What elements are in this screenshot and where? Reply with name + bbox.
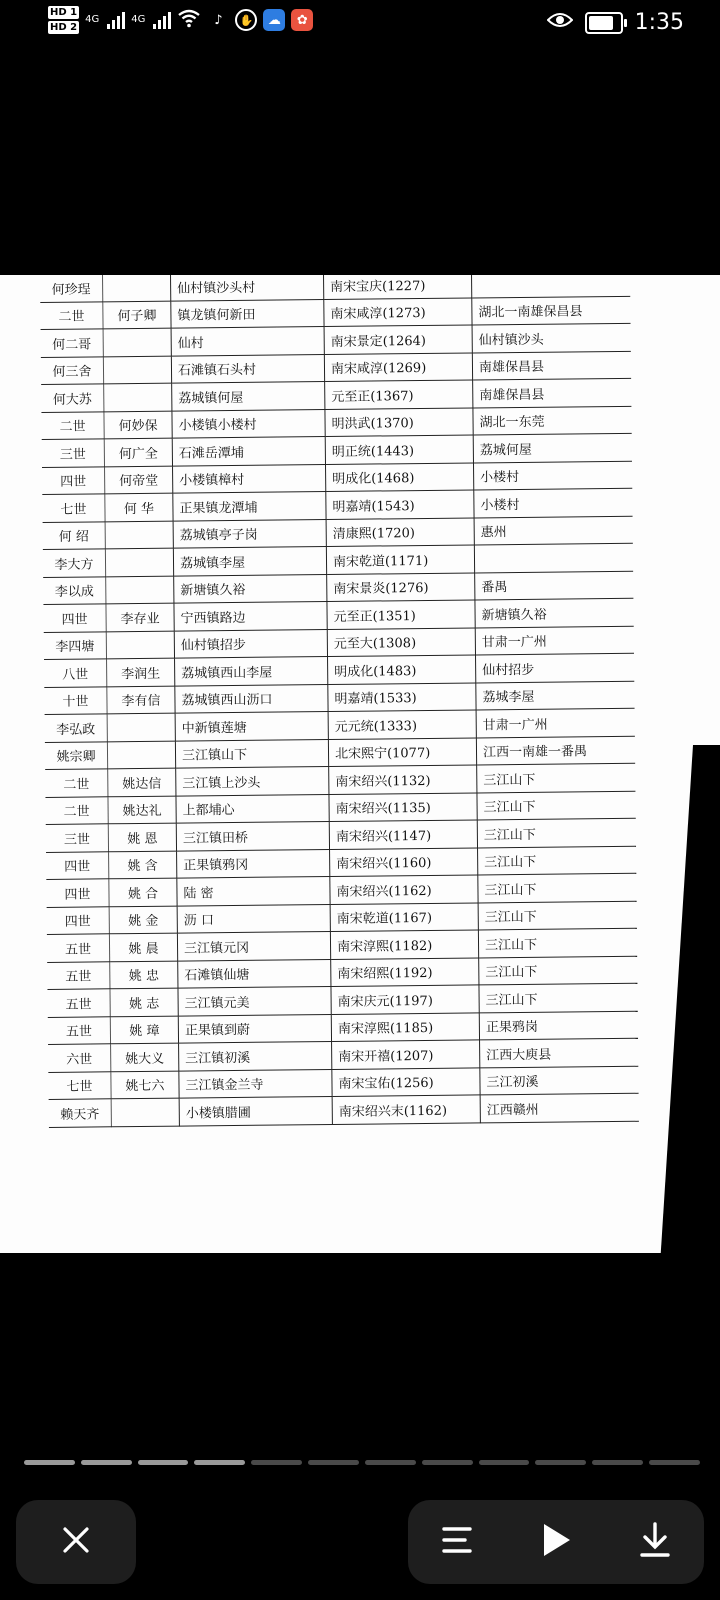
page-dot bbox=[365, 1460, 416, 1465]
status-left bbox=[48, 6, 313, 34]
page-dot bbox=[81, 1460, 132, 1465]
place-cell: 新塘镇久裕 bbox=[174, 574, 327, 603]
name-cell bbox=[104, 383, 172, 411]
name-cell: 李存业 bbox=[106, 603, 174, 631]
generation-cell: 四世 bbox=[46, 851, 109, 879]
name-cell: 李有信 bbox=[107, 686, 175, 714]
generation-cell: 十世 bbox=[44, 686, 107, 714]
place-cell: 小楼镇腊圃 bbox=[179, 1096, 332, 1125]
origin-cell: 小楼村 bbox=[473, 461, 632, 490]
origin-cell: 荔城何屋 bbox=[473, 433, 632, 462]
place-cell: 三江镇元美 bbox=[178, 986, 331, 1015]
generation-cell: 李以成 bbox=[43, 576, 106, 604]
signal-2-icon bbox=[153, 11, 171, 29]
place-cell: 沥 口 bbox=[177, 904, 330, 933]
origin-cell: 三江初溪 bbox=[480, 1066, 639, 1095]
origin-cell: 湖北一南雄保昌县 bbox=[472, 296, 631, 325]
generation-cell: 五世 bbox=[47, 989, 110, 1017]
generation-cell: 何 绍 bbox=[43, 521, 106, 549]
page-dot bbox=[251, 1460, 302, 1465]
place-cell: 正果镇鸦冈 bbox=[177, 849, 330, 878]
origin-cell: 仙村镇沙头 bbox=[472, 323, 631, 352]
generation-cell: 四世 bbox=[42, 466, 105, 494]
eye-icon bbox=[547, 10, 573, 35]
origin-cell: 南雄保昌县 bbox=[473, 378, 632, 407]
genealogy-table-wrap bbox=[40, 275, 639, 1127]
place-cell: 石滩镇仙塘 bbox=[178, 959, 331, 988]
name-cell: 姚 忠 bbox=[110, 961, 178, 989]
origin-cell: 三江山下 bbox=[478, 846, 637, 875]
name-cell bbox=[103, 356, 171, 384]
generation-cell: 二世 bbox=[41, 411, 104, 439]
status-bar bbox=[0, 0, 720, 50]
menu-button[interactable] bbox=[427, 1512, 487, 1572]
generation-cell: 八世 bbox=[44, 659, 107, 687]
signal-1-icon bbox=[107, 11, 125, 29]
name-cell: 何帝堂 bbox=[105, 466, 173, 494]
era-cell: 清康熙(1720) bbox=[326, 517, 474, 546]
origin-cell: 三江山下 bbox=[478, 928, 637, 957]
place-cell: 中新镇莲塘 bbox=[175, 712, 328, 741]
era-cell: 北宋熙宁(1077) bbox=[328, 737, 476, 766]
hand-icon: ✋ bbox=[235, 9, 257, 31]
era-cell: 明成化(1483) bbox=[328, 655, 476, 684]
generation-cell: 四世 bbox=[47, 906, 110, 934]
era-cell: 南宋庆元(1197) bbox=[331, 985, 479, 1014]
name-cell: 姚 璋 bbox=[110, 1016, 178, 1044]
generation-cell: 李大方 bbox=[43, 549, 106, 577]
era-cell: 南宋景定(1264) bbox=[324, 325, 472, 354]
name-cell: 姚大义 bbox=[111, 1043, 179, 1071]
page-indicator bbox=[24, 1460, 700, 1465]
name-cell: 何 华 bbox=[105, 493, 173, 521]
name-cell bbox=[105, 548, 173, 576]
download-icon bbox=[639, 1522, 671, 1562]
origin-cell: 小楼村 bbox=[474, 488, 633, 517]
place-cell: 仙村镇沙头村 bbox=[170, 275, 323, 301]
generation-cell: 何二哥 bbox=[41, 329, 104, 357]
place-cell: 宁西镇路边 bbox=[174, 602, 327, 631]
era-cell: 南宋绍兴(1147) bbox=[329, 820, 477, 849]
origin-cell bbox=[471, 275, 630, 297]
name-cell bbox=[102, 275, 170, 301]
name-cell: 姚 恩 bbox=[108, 823, 176, 851]
origin-cell bbox=[474, 543, 633, 572]
name-cell: 姚 志 bbox=[110, 988, 178, 1016]
origin-cell: 三江山下 bbox=[479, 956, 638, 985]
generation-cell: 三世 bbox=[42, 439, 105, 467]
origin-cell: 三江山下 bbox=[477, 791, 636, 820]
generation-cell: 李四塘 bbox=[44, 631, 107, 659]
place-cell: 荔城镇何屋 bbox=[172, 382, 325, 411]
era-cell: 南宋乾道(1167) bbox=[330, 902, 478, 931]
hd1-indicator: HD 1 bbox=[50, 7, 78, 18]
generation-cell: 何珍珵 bbox=[40, 275, 103, 302]
era-cell: 南宋绍熙(1192) bbox=[331, 957, 479, 986]
generation-cell: 何三舍 bbox=[41, 356, 104, 384]
era-cell: 南宋淳熙(1182) bbox=[330, 930, 478, 959]
page-dot bbox=[535, 1460, 586, 1465]
status-right bbox=[547, 10, 684, 35]
page-dot bbox=[649, 1460, 700, 1465]
name-cell bbox=[103, 328, 171, 356]
generation-cell: 二世 bbox=[40, 301, 103, 329]
wifi-icon bbox=[177, 8, 201, 32]
place-cell: 三江镇上沙头 bbox=[176, 767, 329, 796]
origin-cell: 甘肃一广州 bbox=[476, 708, 635, 737]
era-cell: 元至大(1308) bbox=[327, 627, 475, 656]
era-cell: 南宋绍兴(1160) bbox=[330, 847, 478, 876]
place-cell: 镇龙镇何新田 bbox=[171, 299, 324, 328]
network-1-label: 4G bbox=[85, 14, 100, 25]
generation-cell: 赖天齐 bbox=[49, 1099, 112, 1127]
menu-icon bbox=[441, 1525, 473, 1559]
origin-cell: 正果鸦岗 bbox=[479, 1011, 638, 1040]
name-cell: 何广全 bbox=[104, 438, 172, 466]
place-cell: 上都埔心 bbox=[176, 794, 329, 823]
page-dot bbox=[24, 1460, 75, 1465]
play-button[interactable] bbox=[526, 1512, 586, 1572]
era-cell: 明洪武(1370) bbox=[325, 407, 473, 436]
generation-cell: 六世 bbox=[48, 1044, 111, 1072]
place-cell: 正果镇龙潭埔 bbox=[173, 492, 326, 521]
place-cell: 三江镇田桥 bbox=[176, 822, 329, 851]
name-cell: 姚 含 bbox=[109, 851, 177, 879]
name-cell: 李润生 bbox=[107, 658, 175, 686]
generation-cell: 四世 bbox=[43, 604, 106, 632]
origin-cell: 湖北一东莞 bbox=[473, 406, 632, 435]
era-cell: 明成化(1468) bbox=[325, 462, 473, 491]
place-cell: 仙村镇招步 bbox=[174, 629, 327, 658]
generation-cell: 五世 bbox=[48, 1016, 111, 1044]
battery-icon bbox=[585, 12, 623, 34]
page-dot bbox=[138, 1460, 189, 1465]
page-dot bbox=[194, 1460, 245, 1465]
table-body bbox=[40, 275, 639, 1127]
close-icon bbox=[61, 1525, 91, 1559]
place-cell: 荔城镇西山沥口 bbox=[175, 684, 328, 713]
era-cell: 南宋咸淳(1269) bbox=[324, 352, 472, 381]
generation-cell: 三世 bbox=[46, 824, 109, 852]
era-cell: 南宋景炎(1276) bbox=[327, 572, 475, 601]
generation-cell: 七世 bbox=[48, 1071, 111, 1099]
name-cell: 姚七六 bbox=[111, 1071, 179, 1099]
era-cell: 南宋乾道(1171) bbox=[326, 545, 474, 574]
era-cell: 南宋绍兴末(1162) bbox=[332, 1095, 480, 1124]
name-cell bbox=[107, 741, 175, 769]
place-cell: 荔城镇李屋 bbox=[173, 547, 326, 576]
place-cell: 荔城镇西山李屋 bbox=[175, 657, 328, 686]
origin-cell: 三江山下 bbox=[477, 763, 636, 792]
table-row bbox=[49, 1093, 639, 1127]
name-cell bbox=[107, 713, 175, 741]
generation-cell: 李弘政 bbox=[45, 714, 108, 742]
download-button[interactable] bbox=[625, 1512, 685, 1572]
place-cell: 正果镇到蔚 bbox=[178, 1014, 331, 1043]
hd2-indicator: HD 2 bbox=[50, 22, 78, 33]
red-app-icon: ✿ bbox=[291, 9, 313, 31]
generation-cell: 五世 bbox=[47, 934, 110, 962]
era-cell: 南宋宝佑(1256) bbox=[332, 1067, 480, 1096]
name-cell: 姚 合 bbox=[109, 878, 177, 906]
era-cell: 南宋绍兴(1135) bbox=[329, 792, 477, 821]
origin-cell: 南雄保昌县 bbox=[472, 351, 631, 380]
place-cell: 小楼镇樟村 bbox=[173, 464, 326, 493]
era-cell: 南宋咸淳(1273) bbox=[324, 297, 472, 326]
page-corner-shadow bbox=[660, 745, 720, 1253]
era-cell: 元至正(1351) bbox=[327, 600, 475, 629]
era-cell: 明嘉靖(1533) bbox=[328, 682, 476, 711]
era-cell: 元至正(1367) bbox=[325, 380, 473, 409]
name-cell: 何子卿 bbox=[103, 301, 171, 329]
origin-cell: 惠州 bbox=[474, 516, 633, 545]
era-cell: 南宋宝庆(1227) bbox=[323, 275, 471, 299]
name-cell: 姚 金 bbox=[109, 906, 177, 934]
generation-cell: 何大苏 bbox=[41, 384, 104, 412]
place-cell: 小楼镇小楼村 bbox=[172, 409, 325, 438]
network-2-label: 4G bbox=[131, 14, 146, 25]
place-cell: 三江镇金兰寺 bbox=[179, 1069, 332, 1098]
origin-cell: 三江山下 bbox=[477, 818, 636, 847]
name-cell: 姚达礼 bbox=[108, 796, 176, 824]
origin-cell: 三江山下 bbox=[478, 873, 637, 902]
era-cell: 南宋绍兴(1132) bbox=[329, 765, 477, 794]
document-photo bbox=[0, 275, 720, 1253]
place-cell: 陆 密 bbox=[177, 876, 330, 905]
playback-controls bbox=[408, 1500, 704, 1584]
generation-cell: 姚宗卿 bbox=[45, 741, 108, 769]
era-cell: 明嘉靖(1543) bbox=[326, 490, 474, 519]
clock: 1:35 bbox=[634, 10, 684, 35]
era-cell: 南宋绍兴(1162) bbox=[330, 875, 478, 904]
name-cell: 姚达信 bbox=[108, 768, 176, 796]
origin-cell: 仙村招步 bbox=[476, 653, 635, 682]
generation-cell: 二世 bbox=[45, 796, 108, 824]
place-cell: 荔城镇亭子岗 bbox=[173, 519, 326, 548]
origin-cell: 番禺 bbox=[475, 571, 634, 600]
origin-cell: 荔城李屋 bbox=[476, 681, 635, 710]
generation-cell: 四世 bbox=[46, 879, 109, 907]
origin-cell: 甘肃一广州 bbox=[475, 626, 634, 655]
origin-cell: 江西大庾县 bbox=[480, 1038, 639, 1067]
tiktok-icon: ♪ bbox=[214, 12, 223, 28]
page-dot bbox=[308, 1460, 359, 1465]
place-cell: 三江镇初溪 bbox=[179, 1041, 332, 1070]
era-cell: 明正统(1443) bbox=[325, 435, 473, 464]
generation-cell: 二世 bbox=[45, 769, 108, 797]
place-cell: 三江镇山下 bbox=[175, 739, 328, 768]
origin-cell: 江西一南雄一番禺 bbox=[476, 736, 635, 765]
origin-cell: 新塘镇久裕 bbox=[475, 598, 634, 627]
name-cell bbox=[111, 1098, 179, 1126]
genealogy-table bbox=[40, 275, 639, 1127]
generation-cell: 五世 bbox=[47, 961, 110, 989]
era-cell: 南宋开禧(1207) bbox=[332, 1040, 480, 1069]
era-cell: 元元统(1333) bbox=[328, 710, 476, 739]
cloud-app-icon: ☁ bbox=[263, 9, 285, 31]
hd-indicators bbox=[48, 6, 79, 34]
name-cell bbox=[106, 576, 174, 604]
place-cell: 石滩镇石头村 bbox=[171, 354, 324, 383]
page-dot bbox=[592, 1460, 643, 1465]
origin-cell: 三江山下 bbox=[478, 901, 637, 930]
era-cell: 南宋淳熙(1185) bbox=[331, 1012, 479, 1041]
name-cell bbox=[106, 631, 174, 659]
generation-cell: 七世 bbox=[42, 494, 105, 522]
origin-cell: 三江山下 bbox=[479, 983, 638, 1012]
place-cell: 仙村 bbox=[171, 327, 324, 356]
play-icon bbox=[540, 1522, 572, 1562]
name-cell: 姚 晨 bbox=[109, 933, 177, 961]
place-cell: 石滩岳潭埔 bbox=[172, 437, 325, 466]
name-cell bbox=[105, 521, 173, 549]
page-dot bbox=[479, 1460, 530, 1465]
page-dot bbox=[422, 1460, 473, 1465]
close-button[interactable] bbox=[16, 1500, 136, 1584]
place-cell: 三江镇元冈 bbox=[177, 931, 330, 960]
origin-cell: 江西赣州 bbox=[480, 1093, 639, 1122]
name-cell: 何妙保 bbox=[104, 411, 172, 439]
